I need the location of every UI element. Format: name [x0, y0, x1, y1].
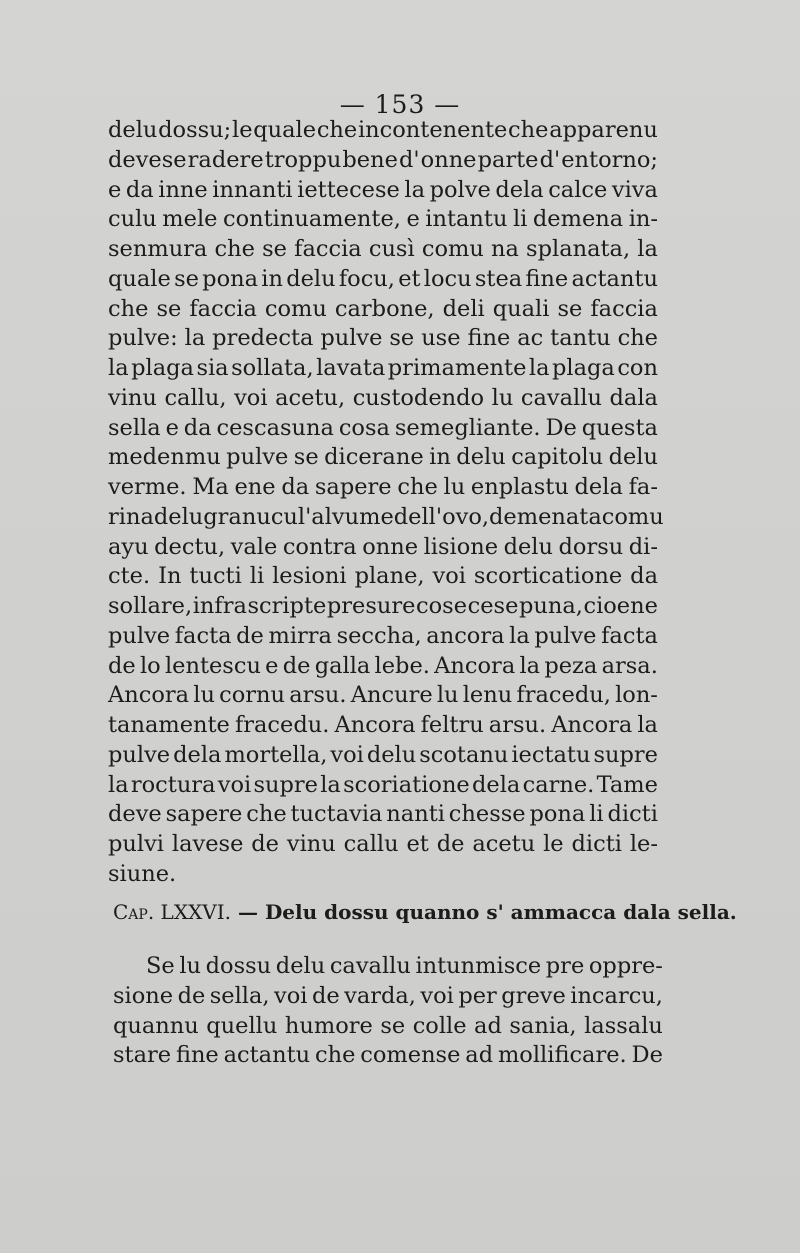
text-line: la roctura voi supre la scoriatione dela carne. Tame — [108, 771, 658, 798]
text-line: che se faccia comu carbone, deli quali se faccia — [108, 295, 658, 322]
text-line: rina delu granu cul'alvume dell' ovo, demenata comu — [108, 503, 664, 530]
text-line: tanamente fracedu. Ancora feltru arsu. Ancora la — [108, 712, 658, 738]
text-line: medenmu pulve se dicerane in delu capitolu delu — [108, 444, 658, 471]
text-line: stare fine actantu che comense ad mollificare. De — [113, 1042, 663, 1069]
text-line: siune. — [108, 860, 177, 887]
text-line: pulve dela mortella, voi delu scotanu iectatu supre — [108, 741, 658, 768]
text-line: deve sapere che tuctavia nanti chesse pona li dicti — [108, 801, 658, 828]
text-line: vinu callu, voi acetu, custodendo lu cavallu dala — [108, 384, 658, 411]
text-line: pulve: la predecta pulve se use fine ac tantu che — [108, 325, 658, 352]
text-line: sollare, infra scripte presure cose cese puna, cioene — [108, 593, 658, 619]
text-line: sione de sella, voi de varda, voi per greve incarcu, — [113, 982, 663, 1009]
text-line: senmura che se faccia cusì comu na splanata, la — [108, 236, 658, 262]
text-line: quale se pona in delu focu, et locu stea fine actantu — [108, 265, 658, 292]
paragraph-2 — [113, 952, 663, 1071]
paragraph-1 — [108, 116, 664, 890]
chapter-heading — [113, 897, 737, 927]
text-line: e da inne innanti iettecese la polve dela calce viva — [108, 176, 658, 203]
text-line: pulvi lavese de vinu callu et de acetu le dicti le- — [108, 831, 658, 857]
chapter-label: Cap. LXXVI. — [113, 900, 232, 924]
text-line: la plaga sia sollata, lavata primamente la plaga con — [108, 355, 658, 381]
text-line: delu dossu; le quale che incontenente che apparenu — [108, 117, 658, 143]
text-line: sella e da cescasuna cosa semegliante. De questa — [108, 414, 658, 441]
text-line: verme. Ma ene da sapere che lu enplastu dela fa- — [108, 474, 658, 500]
text-line: culu mele continuamente, e intantu li demena in- — [108, 206, 658, 233]
text-line: ayu dectu, vale contra onne lisione delu dorsu di- — [108, 533, 658, 560]
text-line: devese radere troppu bene d' onne parte d' entorno; — [108, 146, 658, 173]
text-line: quannu quellu humore se colle ad sania, lassalu — [113, 1012, 663, 1039]
text-line: Ancora lu cornu arsu. Ancure lu lenu fracedu, lon- — [108, 682, 658, 709]
text-line: Se lu dossu delu cavallu intunmisce pre oppre- — [146, 953, 663, 979]
text-line: cte. In tucti li lesioni plane, voi scorticatione da — [108, 563, 658, 590]
text-line: pulve facta de mirra seccha, ancora la pulve facta — [108, 622, 658, 649]
text-line: de lo lentescu e de galla lebe. Ancora la peza arsa. — [108, 652, 658, 679]
chapter-title: — Delu dossu quanno s' ammacca dala sella. — [237, 900, 737, 924]
page-number: — 153 — — [339, 90, 461, 119]
